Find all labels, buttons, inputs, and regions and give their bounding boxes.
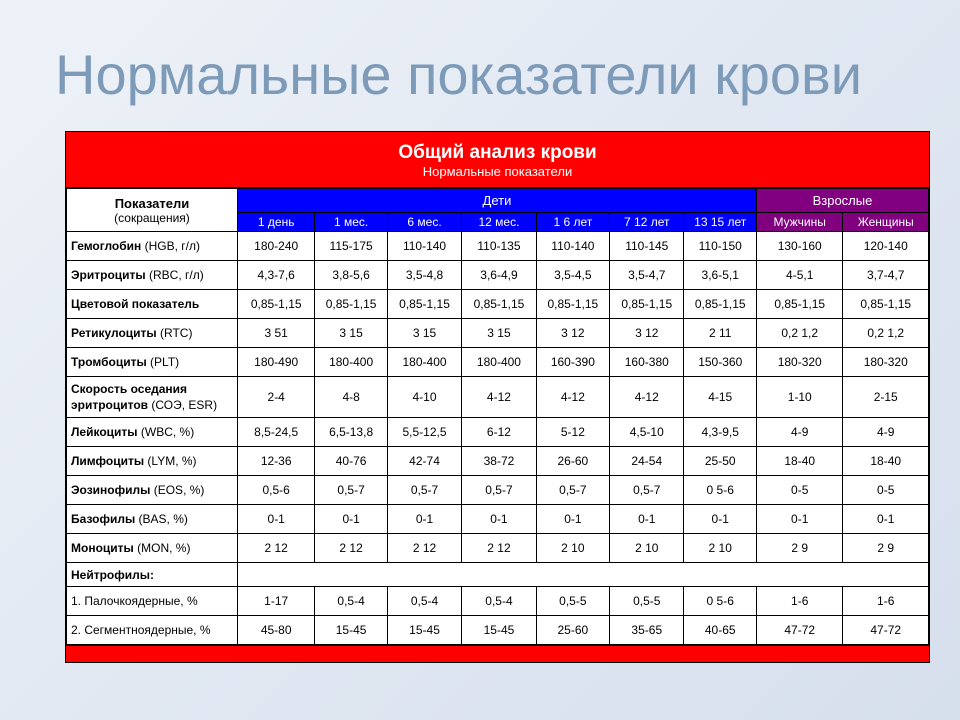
- value-cell: 3 12: [536, 319, 609, 348]
- value-cell: 0,85-1,15: [315, 290, 387, 319]
- value-cell: 180-400: [315, 348, 387, 377]
- value-cell: 0,2 1,2: [756, 319, 842, 348]
- row-abbr: (HGB, г/л): [141, 239, 201, 253]
- row-abbr: (RBC, г/л): [145, 268, 204, 282]
- value-cell: 0,5-7: [610, 476, 684, 505]
- row-name: Базофилы: [71, 512, 136, 526]
- value-cell: 0,5-4: [387, 587, 461, 616]
- table-header: [66, 132, 929, 188]
- value-cell: 180-400: [462, 348, 536, 377]
- value-cell: 6-12: [462, 418, 536, 447]
- row-name: Моноциты: [71, 541, 134, 555]
- value-cell: 160-390: [536, 348, 609, 377]
- row-abbr: (WBC, %): [137, 425, 195, 439]
- value-cell: 3 15: [315, 319, 387, 348]
- neutrophils-label: Нейтрофилы:: [67, 563, 238, 587]
- table-row: [67, 319, 929, 348]
- age-header-2: 6 мес.: [387, 213, 461, 232]
- value-cell: 0,5-7: [536, 476, 609, 505]
- age-header-6: 13 15 лет: [684, 213, 756, 232]
- value-cell: 4,3-9,5: [684, 418, 756, 447]
- value-cell: 2 10: [536, 534, 609, 563]
- value-cell: 4-12: [610, 377, 684, 418]
- value-cell: 180-400: [387, 348, 461, 377]
- value-cell: 110-135: [462, 232, 536, 261]
- row-name: Скорость оседания: [71, 382, 188, 396]
- value-cell: 180-320: [843, 348, 929, 377]
- value-cell: 15-45: [387, 616, 461, 645]
- value-cell: 0,5-7: [315, 476, 387, 505]
- value-cell: 3 15: [462, 319, 536, 348]
- value-cell: 0,85-1,15: [684, 290, 756, 319]
- value-cell: 0,5-7: [462, 476, 536, 505]
- value-cell: 0-1: [610, 505, 684, 534]
- value-cell: 2 12: [237, 534, 314, 563]
- value-cell: 0,85-1,15: [237, 290, 314, 319]
- value-cell: 0,5-6: [237, 476, 314, 505]
- row-label: [67, 505, 238, 534]
- value-cell: 3,5-4,5: [536, 261, 609, 290]
- value-cell: 4-12: [462, 377, 536, 418]
- table-footer: [66, 645, 929, 662]
- blood-table: [65, 131, 930, 663]
- value-cell: 2-4: [237, 377, 314, 418]
- row-abbr: (LYM, %): [144, 454, 197, 468]
- row-abbr: (RTC): [156, 326, 193, 340]
- row-label: [67, 290, 238, 319]
- value-cell: 130-160: [756, 232, 842, 261]
- row-name: Ретикулоциты: [71, 326, 157, 340]
- table-row: [67, 261, 929, 290]
- value-cell: 110-140: [387, 232, 461, 261]
- value-cell: 2 10: [610, 534, 684, 563]
- value-cell: 0,5-5: [536, 587, 609, 616]
- value-cell: 120-140: [843, 232, 929, 261]
- value-cell: 38-72: [462, 447, 536, 476]
- row-label: [67, 418, 238, 447]
- row-label: [67, 476, 238, 505]
- row-label: [67, 261, 238, 290]
- value-cell: 45-80: [237, 616, 314, 645]
- value-cell: 2 10: [684, 534, 756, 563]
- value-cell: 2 12: [462, 534, 536, 563]
- value-cell: 47-72: [756, 616, 842, 645]
- value-cell: 18-40: [756, 447, 842, 476]
- value-cell: 42-74: [387, 447, 461, 476]
- value-cell: 3 15: [387, 319, 461, 348]
- value-cell: 4,5-10: [610, 418, 684, 447]
- indicator-subheader-label: (сокращения): [114, 210, 190, 225]
- value-cell: 0-1: [843, 505, 929, 534]
- page-title: Нормальные показатели крови: [55, 43, 863, 106]
- empty-cell: [237, 563, 928, 587]
- value-cell: 40-76: [315, 447, 387, 476]
- value-cell: 35-65: [610, 616, 684, 645]
- row-name: Гемоглобин: [71, 239, 142, 253]
- value-cell: 12-36: [237, 447, 314, 476]
- value-cell: 25-60: [536, 616, 609, 645]
- age-header-5: 7 12 лет: [610, 213, 684, 232]
- value-cell: 0,5-4: [462, 587, 536, 616]
- table-row: [67, 232, 929, 261]
- value-cell: 4-9: [756, 418, 842, 447]
- value-cell: 5,5-12,5: [387, 418, 461, 447]
- value-cell: 0,85-1,15: [536, 290, 609, 319]
- value-cell: 5-12: [536, 418, 609, 447]
- value-cell: 110-150: [684, 232, 756, 261]
- row-abbr: (PLT): [146, 355, 180, 369]
- row-name-line2: эритроцитов: [71, 398, 149, 412]
- value-cell: 4,3-7,6: [237, 261, 314, 290]
- value-cell: 110-140: [536, 232, 609, 261]
- age-header-4: 1 6 лет: [536, 213, 609, 232]
- value-cell: 0-1: [462, 505, 536, 534]
- children-header: Дети: [237, 189, 756, 213]
- row-name: Эритроциты: [71, 268, 146, 282]
- value-cell: 0-1: [387, 505, 461, 534]
- row-label: 1. Палочкоядерные, %: [67, 587, 238, 616]
- table-row: [67, 447, 929, 476]
- value-cell: 40-65: [684, 616, 756, 645]
- row-label: [67, 534, 238, 563]
- value-cell: 3,6-5,1: [684, 261, 756, 290]
- value-cell: 4-5,1: [756, 261, 842, 290]
- value-cell: 180-240: [237, 232, 314, 261]
- value-cell: 2 12: [387, 534, 461, 563]
- value-cell: 2 12: [315, 534, 387, 563]
- value-cell: 3 51: [237, 319, 314, 348]
- value-cell: 8,5-24,5: [237, 418, 314, 447]
- row-abbr: (СОЭ, ESR): [148, 398, 218, 412]
- value-cell: 0,5-5: [610, 587, 684, 616]
- table-row: [67, 505, 929, 534]
- table-row: [67, 563, 929, 587]
- value-cell: 2 9: [756, 534, 842, 563]
- value-cell: 180-320: [756, 348, 842, 377]
- value-cell: 0,85-1,15: [756, 290, 842, 319]
- value-cell: 47-72: [843, 616, 929, 645]
- value-cell: 0-1: [756, 505, 842, 534]
- value-cell: 3,8-5,6: [315, 261, 387, 290]
- value-cell: 150-360: [684, 348, 756, 377]
- age-header-0: 1 день: [237, 213, 314, 232]
- value-cell: 0-1: [536, 505, 609, 534]
- value-cell: 0-1: [237, 505, 314, 534]
- value-cell: 0,85-1,15: [387, 290, 461, 319]
- row-label: [67, 447, 238, 476]
- table-row: [67, 348, 929, 377]
- row-name: Эозинофилы: [71, 483, 151, 497]
- value-cell: 115-175: [315, 232, 387, 261]
- value-cell: 3,7-4,7: [843, 261, 929, 290]
- value-cell: 0 5-6: [684, 476, 756, 505]
- data-grid: [66, 188, 929, 645]
- value-cell: 0,2 1,2: [843, 319, 929, 348]
- value-cell: 2 9: [843, 534, 929, 563]
- value-cell: 3,6-4,9: [462, 261, 536, 290]
- value-cell: 18-40: [843, 447, 929, 476]
- value-cell: 26-60: [536, 447, 609, 476]
- row-abbr: (BAS, %): [135, 512, 188, 526]
- value-cell: 0-5: [756, 476, 842, 505]
- value-cell: 3,5-4,8: [387, 261, 461, 290]
- indicator-header-label: Показатели: [114, 195, 190, 211]
- table-row: [67, 587, 929, 616]
- row-label: [67, 319, 238, 348]
- row-label: 2. Сегментноядерные, %: [67, 616, 238, 645]
- value-cell: 3 12: [610, 319, 684, 348]
- value-cell: 0-1: [315, 505, 387, 534]
- value-cell: 0,5-4: [315, 587, 387, 616]
- row-abbr: (MON, %): [133, 541, 191, 555]
- row-name: Лейкоциты: [71, 425, 138, 439]
- adult-group-header-0: Мужчины: [756, 213, 842, 232]
- adults-header: Взрослые: [756, 189, 928, 213]
- value-cell: 15-45: [462, 616, 536, 645]
- value-cell: 4-12: [536, 377, 609, 418]
- value-cell: 4-9: [843, 418, 929, 447]
- value-cell: 0,85-1,15: [462, 290, 536, 319]
- value-cell: 6,5-13,8: [315, 418, 387, 447]
- value-cell: 2 11: [684, 319, 756, 348]
- row-abbr: (EOS, %): [150, 483, 205, 497]
- value-cell: 0,5-7: [387, 476, 461, 505]
- row-name: Цветовой показатель: [71, 297, 200, 311]
- value-cell: 25-50: [684, 447, 756, 476]
- table-row: [67, 377, 929, 418]
- value-cell: 0-5: [843, 476, 929, 505]
- value-cell: 0 5-6: [684, 587, 756, 616]
- value-cell: 4-8: [315, 377, 387, 418]
- table-subheading: Нормальные показатели: [422, 164, 573, 179]
- value-cell: 15-45: [315, 616, 387, 645]
- value-cell: 110-145: [610, 232, 684, 261]
- row-label: [67, 348, 238, 377]
- value-cell: 4-15: [684, 377, 756, 418]
- table-row: [67, 476, 929, 505]
- value-cell: 2-15: [843, 377, 929, 418]
- indicator-header: [67, 189, 238, 232]
- row-label: [67, 377, 238, 418]
- age-header-3: 12 мес.: [462, 213, 536, 232]
- table-row: [67, 290, 929, 319]
- table-heading: Общий анализ крови: [398, 142, 597, 163]
- table-row: [67, 534, 929, 563]
- value-cell: 0-1: [684, 505, 756, 534]
- table-row: [67, 418, 929, 447]
- value-cell: 160-380: [610, 348, 684, 377]
- value-cell: 180-490: [237, 348, 314, 377]
- value-cell: 1-6: [756, 587, 842, 616]
- table-row: [67, 616, 929, 645]
- value-cell: 24-54: [610, 447, 684, 476]
- value-cell: 1-6: [843, 587, 929, 616]
- age-header-1: 1 мес.: [315, 213, 387, 232]
- value-cell: 4-10: [387, 377, 461, 418]
- value-cell: 1-17: [237, 587, 314, 616]
- row-label: [67, 232, 238, 261]
- adult-group-header-1: Женщины: [843, 213, 929, 232]
- value-cell: 3,5-4,7: [610, 261, 684, 290]
- row-name: Лимфоциты: [71, 454, 145, 468]
- value-cell: 1-10: [756, 377, 842, 418]
- row-name: Тромбоциты: [71, 355, 147, 369]
- value-cell: 0,85-1,15: [610, 290, 684, 319]
- value-cell: 0,85-1,15: [843, 290, 929, 319]
